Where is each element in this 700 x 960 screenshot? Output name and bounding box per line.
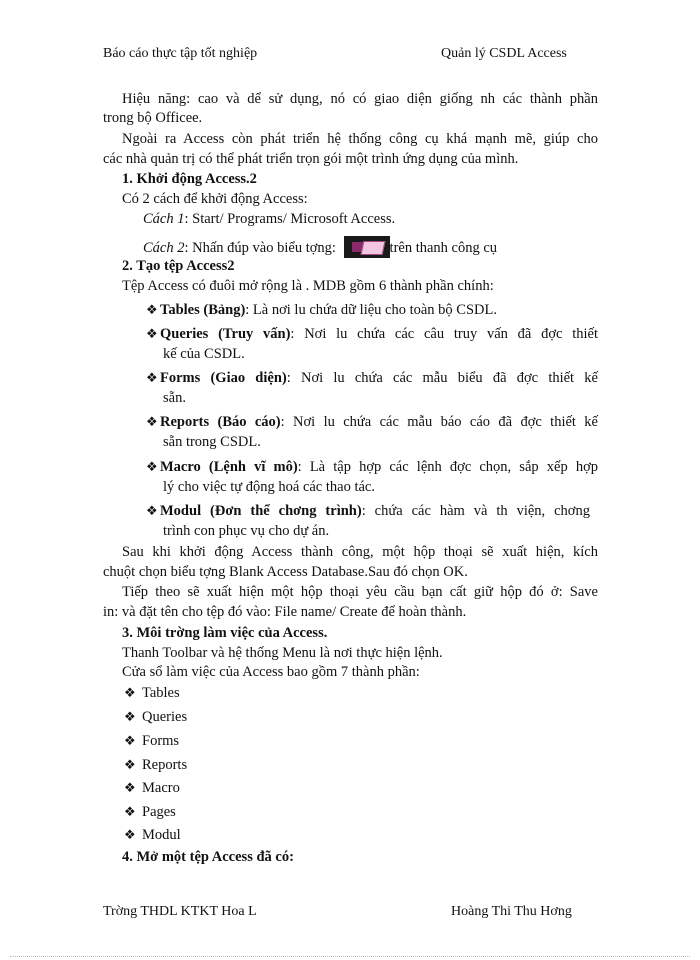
access-app-icon — [344, 236, 390, 258]
section-1-intro: Có 2 cách để khởi động Access: — [122, 191, 308, 207]
component-item-queries: ❖ Queries — [124, 709, 188, 725]
method-2 — [143, 236, 497, 258]
diamond-bullet-icon: ❖ — [124, 827, 136, 842]
list-item-queries-cont: kế của CSDL. — [163, 346, 245, 362]
section-2-para1-line2: chuột chọn biểu tợng Blank Access Database.Sau đó chọn OK. — [103, 564, 468, 580]
diamond-bullet-icon: ❖ — [146, 414, 158, 429]
list-item-tables: ❖ Tables (Bảng): Là nơi lu chứa dữ liệu cho toàn bộ CSDL. — [146, 302, 497, 318]
header-right: Quản lý CSDL Access — [441, 46, 567, 61]
diamond-bullet-icon: ❖ — [124, 780, 136, 795]
list-item-macro: ❖ Macro (Lệnh vĩ mô): Là tập hợp các lệnh đợc chọn, sắp xếp hợp — [146, 459, 598, 475]
list-item-forms-cont: sẵn. — [163, 390, 186, 406]
component-item-tables: ❖ Tables — [124, 685, 180, 701]
diamond-bullet-icon: ❖ — [146, 302, 158, 317]
list-item-modul-cont: trình con phục vụ cho dự án. — [163, 523, 330, 539]
diamond-bullet-icon: ❖ — [124, 709, 136, 724]
page-bottom-divider — [10, 956, 690, 957]
method-1-label: Cách 1 — [143, 211, 185, 227]
header-left: Báo cáo thực tập tốt nghiệp — [103, 46, 258, 61]
component-item-modul: ❖ Modul — [124, 827, 181, 843]
list-item-macro-cont: lý cho việc tự động hoá các thao tác. — [163, 479, 375, 495]
list-item-queries: ❖ Queries (Truy vấn): Nơi lu chứa các câu truy vấn đã đợc thiết — [146, 326, 599, 342]
component-item-pages: ❖ Pages — [124, 804, 176, 820]
list-item-reports: ❖ Reports (Báo cáo): Nơi lu chứa các mẫu báo cáo đã đợc thiết kế — [146, 414, 598, 430]
diamond-bullet-icon: ❖ — [124, 733, 136, 748]
section-3-line2: Cửa sổ làm việc của Access bao gồm 7 thành phần: — [122, 664, 420, 680]
diamond-bullet-icon: ❖ — [146, 370, 158, 385]
component-item-reports: ❖ Reports — [124, 757, 188, 773]
component-item-forms: ❖ Forms — [124, 733, 180, 749]
method-2-text: : Nhấn đúp vào biểu tợng: — [184, 240, 336, 256]
diamond-bullet-icon: ❖ — [146, 503, 158, 518]
diamond-bullet-icon: ❖ — [124, 804, 136, 819]
diamond-bullet-icon: ❖ — [146, 326, 158, 341]
section-2-para2-line1: Tiếp theo sẽ xuất hiện một hộp thoại yêu cầu bạn cất giữ hộp đó ở: Save — [122, 584, 598, 600]
list-item-forms: ❖ Forms (Giao diện): Nơi lu chứa các mẫu biểu đã đợc thiết kế — [146, 370, 598, 386]
section-2-title: 2. Tạo tệp Access2 — [122, 258, 235, 274]
footer-left: Trờng THDL KTKT Hoa L — [103, 904, 257, 919]
list-item-reports-cont: sẵn trong CSDL. — [163, 434, 261, 450]
intro-p2-line2: các nhà quản trị có thể phát triển trọn gói một trình ứng dụng của mình. — [103, 151, 519, 167]
diamond-bullet-icon: ❖ — [124, 757, 136, 772]
intro-p2-line1: Ngoài ra Access còn phát triển hệ thống công cụ khá mạnh mẽ, giúp cho — [122, 131, 598, 147]
section-2-para2-line2: in: và đặt tên cho tệp đó vào: File name/ Create để hoàn thành. — [103, 604, 467, 620]
diamond-bullet-icon: ❖ — [146, 459, 158, 474]
footer-right: Hoàng Thi Thu Hơng — [451, 904, 572, 919]
section-2-intro: Tệp Access có đuôi mở rộng là . MDB gồm 6 thành phần chính: — [122, 278, 494, 294]
method-1-text: : Start/ Programs/ Microsoft Access. — [184, 211, 396, 227]
intro-p1-line1: Hiệu năng: cao và dể sử dụng, nó có giao diện giống nh các thành phần — [122, 91, 598, 107]
diamond-bullet-icon: ❖ — [124, 685, 136, 700]
intro-p1-line2: trong bộ Officee. — [103, 110, 203, 126]
component-item-macro: ❖ Macro — [124, 780, 180, 796]
method-1 — [143, 210, 395, 228]
section-3-line1: Thanh Toolbar và hệ thống Menu là nơi thực hiện lệnh. — [122, 645, 443, 661]
section-4-title: 4. Mở một tệp Access đã có: — [122, 849, 294, 865]
section-1-title: 1. Khởi động Access.2 — [122, 171, 257, 187]
section-3-title: 3. Môi trờng làm việc của Access. — [122, 625, 328, 641]
method-2-label: Cách 2 — [143, 240, 185, 256]
list-item-modul: ❖ Modul (Đơn thể chơng trình): chứa các hàm và th viện, chơng — [146, 503, 590, 519]
section-2-para1-line1: Sau khi khởi động Access thành công, một hộp thoại sẽ xuất hiện, kích — [122, 544, 598, 560]
method-2-tail: trên thanh công cụ — [389, 240, 498, 256]
